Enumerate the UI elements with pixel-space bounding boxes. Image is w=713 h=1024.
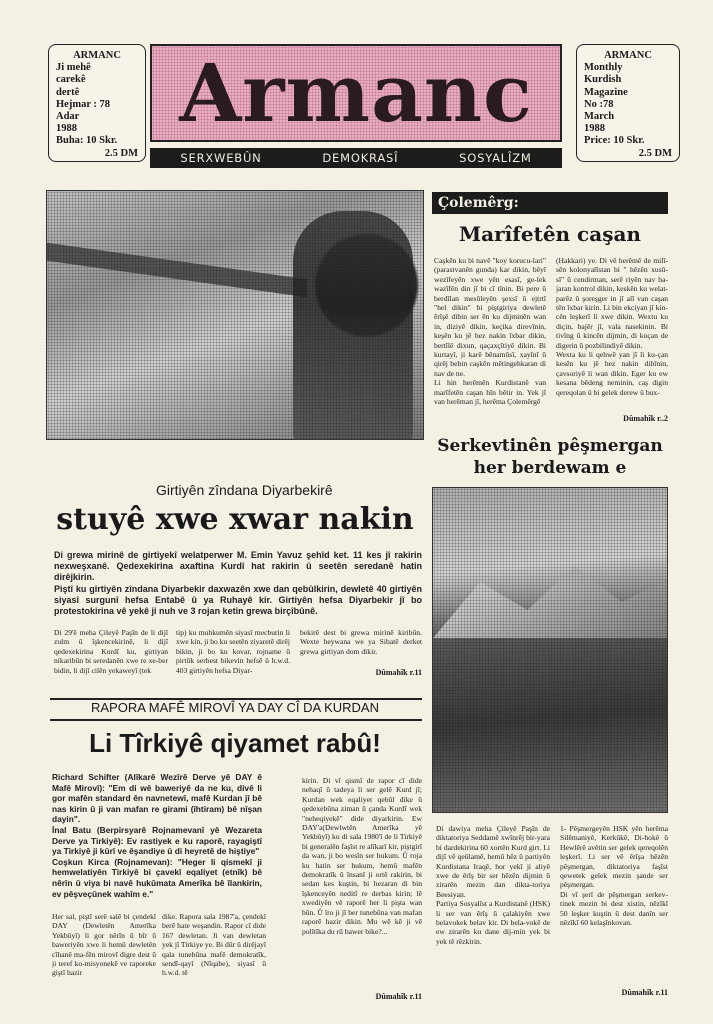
masthead-left-line: 2.5 DM xyxy=(104,147,138,159)
girtiyen-col3: bekirê dest bi grewa mirinê kiribûn. Wexte heywana we ya Sibatê derket grewa girtiyan dom dikir. xyxy=(300,628,422,656)
serkevtin-source: Dûmahîk r.11 xyxy=(621,988,668,997)
rapora-col1: Her sal, piştî serê salê bi çendekî DAY (Dewletên Amerîka Yekbûyî) li gor nêrîn û bîr û baweriyên xwe li hemû dewletên cîhanê ma-fên mirovî digre dest û ji teref ko-misyonekê ve raporeke giştî hazir xyxy=(52,912,156,978)
logo-text: Armanc xyxy=(179,46,533,140)
masthead-right-line: March xyxy=(584,111,615,123)
slogan-word: SERXWEBÛN xyxy=(180,151,262,165)
masthead-right-line: Kurdish xyxy=(584,74,622,86)
masthead-info-kurdish xyxy=(48,44,146,162)
colemerg-col2: (Hakkari) ye. Di vê herêmê de milî-sên kolonyalîstan bi " hêzên xusû-sî" û cendirman, serê riyên nav ba-jaran kontrol dikin, keskên ku welat-parêz û şoreşger in jî alî van caşan tên îxbar kirin. Li bin ekciyan jî kin-cên leşkerî li xwe dikin. Wextu ku diçin, bajêr jî, vala nasekinin. Bi tivîng û kincên dijmin, di kuçan de digerin û pozbilindiyê dikin. Wexta ku li qehwê yan jî li ku-çan kesên ku jê hez nakin dibînin, çavsoriyê li wan dikin. Eger ku ew kesana bêdeng neminin, caş digin qereqolan û bi gelek derew û bux- xyxy=(556,256,668,397)
masthead-right-title: ARMANC xyxy=(604,50,652,61)
masthead-left-title: ARMANC xyxy=(73,50,121,61)
rapora-rule-bottom xyxy=(50,719,422,721)
girtiyen-headline: stuyê xwe xwar nakin xyxy=(56,502,414,537)
masthead-left-line: Buha: 10 Skr. xyxy=(56,135,118,147)
serkevtin-caption: Di dawiya meha Çileyê Paşîn de diktatoriya Seddamê xwînrêj bir-yara bi dardekirina 60 xortên Kurd girt. Li dijî vê qeûlamê, hemû hêz û partiyên Kurdistana Iraqê, hor yekî ji aliyê xwe de êrîş bir ser hêzên dijmin û zirarên mezin dan dikta-toriya Beesiyan. Partiya Sosyalîst a Kurdistanê (HSK) li ser van êrîş û çalakiyên xwe belavokek belav kir. Di bela-vokê de ew zirarên ku dane dij-min yek bi yek tê rêzkirin. xyxy=(436,824,550,946)
girtiyen-col1: Di 29'ê meha Çileyê Paşîn de li dijî zulm û îşkencekirinê, li dijî qedexekirina Kurdî ku, girtiyan nikaribûn bi seredanên xwe re xe-ber bidin, li dijî cilên yekaweyî (tek xyxy=(54,628,168,675)
girtiyen-col2: tip) ku muhkumên siyasî mecburin li xwe kin, ji bo ku seetên ziyaretê dirêj bikin, ji bo ku kovar, rojname û pirtûk serbest bikevin hefsê û h.w.d. 403 girtiyên hefsa Diyar- xyxy=(176,628,290,675)
slogan-bar xyxy=(150,148,562,168)
rapora-headline: Li Tîrkiyê qiyamet rabû! xyxy=(89,728,381,758)
masthead-left-line: carekê xyxy=(56,74,86,86)
masthead-left-line: Ji mehê xyxy=(56,62,91,74)
rapora-col2: dike. Rapora sala 1987'a, çendekî berê hate weşandin. Rapor cî dide 167 dewletan. Ji van dewletan yek jî Tirkiye ye. Bi dûr û dirêjayî qala tunebûna mafê demokratîk, sendî-qayî (Nîqabe), siyasî û h.w.d. tê xyxy=(162,912,266,978)
masthead-right-line: Monthly xyxy=(584,62,623,74)
masthead-right-line: 2.5 DM xyxy=(638,147,672,159)
rapora-kicker: RAPORA MAFÊ MIROVÎ YA DAY CÎ DA KURDAN xyxy=(91,700,379,715)
slogan-word: SOSYALÎZM xyxy=(459,151,532,165)
masthead-right-line: Magazine xyxy=(584,86,628,98)
masthead-right-line: No :78 xyxy=(584,98,614,110)
girtiyen-lead: Di grewa mirinê de girtiyekî welatperwer M. Emin Yavuz şehîd ket. 11 kes jî rakirin nexweşxanê. Qedexekirina axaftina Kurdî hat rakirin û seetên seredanê hatin dirêjkirin. Piştî ku girtiyên zîndana Diyarbekir daxwazên xwe dan qebûlkirin, dewletê 40 girtiyên siyasî surgunî hefsa Entabê û ya Ruhayê kir. Girtiyên hefsa Diyarbekir jî bo protestokirina vê yekê ji nuh ve 3 rojan ketin grewa birçîbûnê. xyxy=(54,550,422,617)
rapora-col3: kirin. Di vî qismî de rapor cî dide nehaqî û tadeya li ser gelê Kurd jî; Kurdan wek eqaliyet qebûl dike û qedexebûna ziman û çanda Kurdî wek "neheqiyekê" dide diyarkirin. Ew DAY'a(Dewlwtên Amerîka yê Yekbûyî) ku di sala 1980'î de li Tirkiyê bi generalên faşîst re alîkarî kir, piştgirî da wan, ji bo wesîn ser hukum. Û roja ku hatin ser hukum, hemû mafên demokratîk û însanî ji ortê rakirin, bi sedan kes kuştin, bi hezaran di bin îşkenceyên neditî re derbas kirin; lê xwediyên vê raporê her li pişta wan bûn. Û îro ji jî ber tunebûna van mafan raporê hazir dikin. Mu wê kê ji vê polîtîka du rû bawer bike?... xyxy=(302,776,422,936)
colemerg-source: Dûmahîk r..2 xyxy=(623,414,668,423)
serkevtin-col2: 1- Pêşmergeyên HSK yên herêma Silêmaniyê, Kerkûkê, Di-hokê û Hewlêrê avêtin ser gelek qereqolên leşkerî. Li ser vê êrîşa hêzên pêşmergan, diktatoriya faşîst qewetek gelek mezin şande ser pêşmergan. Di vî şerî de pêşmergan serkev-tinek mezin bi dest xistin, nêzîkî 50 leşker kuştin û dest danîn ser nêzîkî 60 kelaşînkovan. xyxy=(560,824,668,928)
girtiyen-kicker: Girtiyên zîndana Diyarbekirê xyxy=(156,482,333,498)
peshmerga-photo xyxy=(432,487,668,813)
masthead-left-line: Hejmar : 78 xyxy=(56,98,111,110)
colemerg-section-bar: Çolemêrg: xyxy=(432,192,668,214)
photo-halftone xyxy=(47,191,423,439)
prison-photo xyxy=(46,190,424,440)
masthead-info-english xyxy=(576,44,680,162)
serkevtin-headline-line2: her berdewam e xyxy=(473,458,627,478)
masthead-right-line: Price: 10 Skr. xyxy=(584,135,645,147)
masthead-left-line: Adar xyxy=(56,111,80,123)
masthead-right-line: 1988 xyxy=(584,123,605,135)
rapora-source: Dûmahîk r.11 xyxy=(375,992,422,1001)
colemerg-headline: Marîfetên caşan xyxy=(459,222,641,246)
slogan-word: DEMOKRASÎ xyxy=(322,151,399,165)
masthead-left-line: 1988 xyxy=(56,123,77,135)
girtiyen-source: Dûmahîk r.11 xyxy=(375,668,422,677)
photo-halftone xyxy=(433,488,667,812)
serkevtin-headline-line1: Serkevtinên pêşmergan xyxy=(437,436,663,456)
rapora-quotes: Richard Schifter (Alîkarê Wezîrê Derve yê DAY ê Mafê Mirovî): "Em di wê baweriyê da ne ku, divê li gor mafên standard ên navnetewî, mafê Kurdan jî bê nas kirin û ji van mafan re girami (îhtiram) bê nîşan dayin". İnal Batu (Berpirsyarê Rojnamevanî yê Wezareta Derve ya Tirkiyê): Ev rastiyek e ku raporê, rayagiştî ya Tirkiyê ji kûrî ve êşandiye û di heyretê de hiştiye" Coşkun Kirca (Rojnamevan): "Heger li qismekî ji hemwelatiyên Tirkiyê bi çavekî eqaliyet (etnîk) bê nêrîn û viya bi navê hukûmata Amerîka bê îlankirin, ev pêşveçûnek wahîm e." xyxy=(52,772,262,899)
masthead-logo xyxy=(150,44,562,142)
masthead-left-line: dertê xyxy=(56,86,80,98)
colemerg-col1: Caşkên ku bi navê "koy korucu-lari" (parastvanên gunda) kar dikin, bêyî wezîfeyên xwe yên esasî, ge-lek wazîfên din jî bi cî tînin. Bi pere û berdîlan mesûleyên şexsî û ejtrtî "hel dikin" bi piştgiriya dewletê êrîşê dibin ser ên ku dijminên wan in, diziyê dikin, keçika direvînin, keşên ku jê hez nakin îxbar dikin, bertîlê dixun, qaçaxçîtiyê dikin. Bi kurtayî, ji karê bênamûsî, xayînî û qirêj bebin caşkên mêtingehkaran di nav de ne. Li hin herêmên Kurdistanê van marîfetên caşan hîn bêtir in. Yek jî van herêman jî, herêma Çolemêrgê xyxy=(434,256,546,407)
